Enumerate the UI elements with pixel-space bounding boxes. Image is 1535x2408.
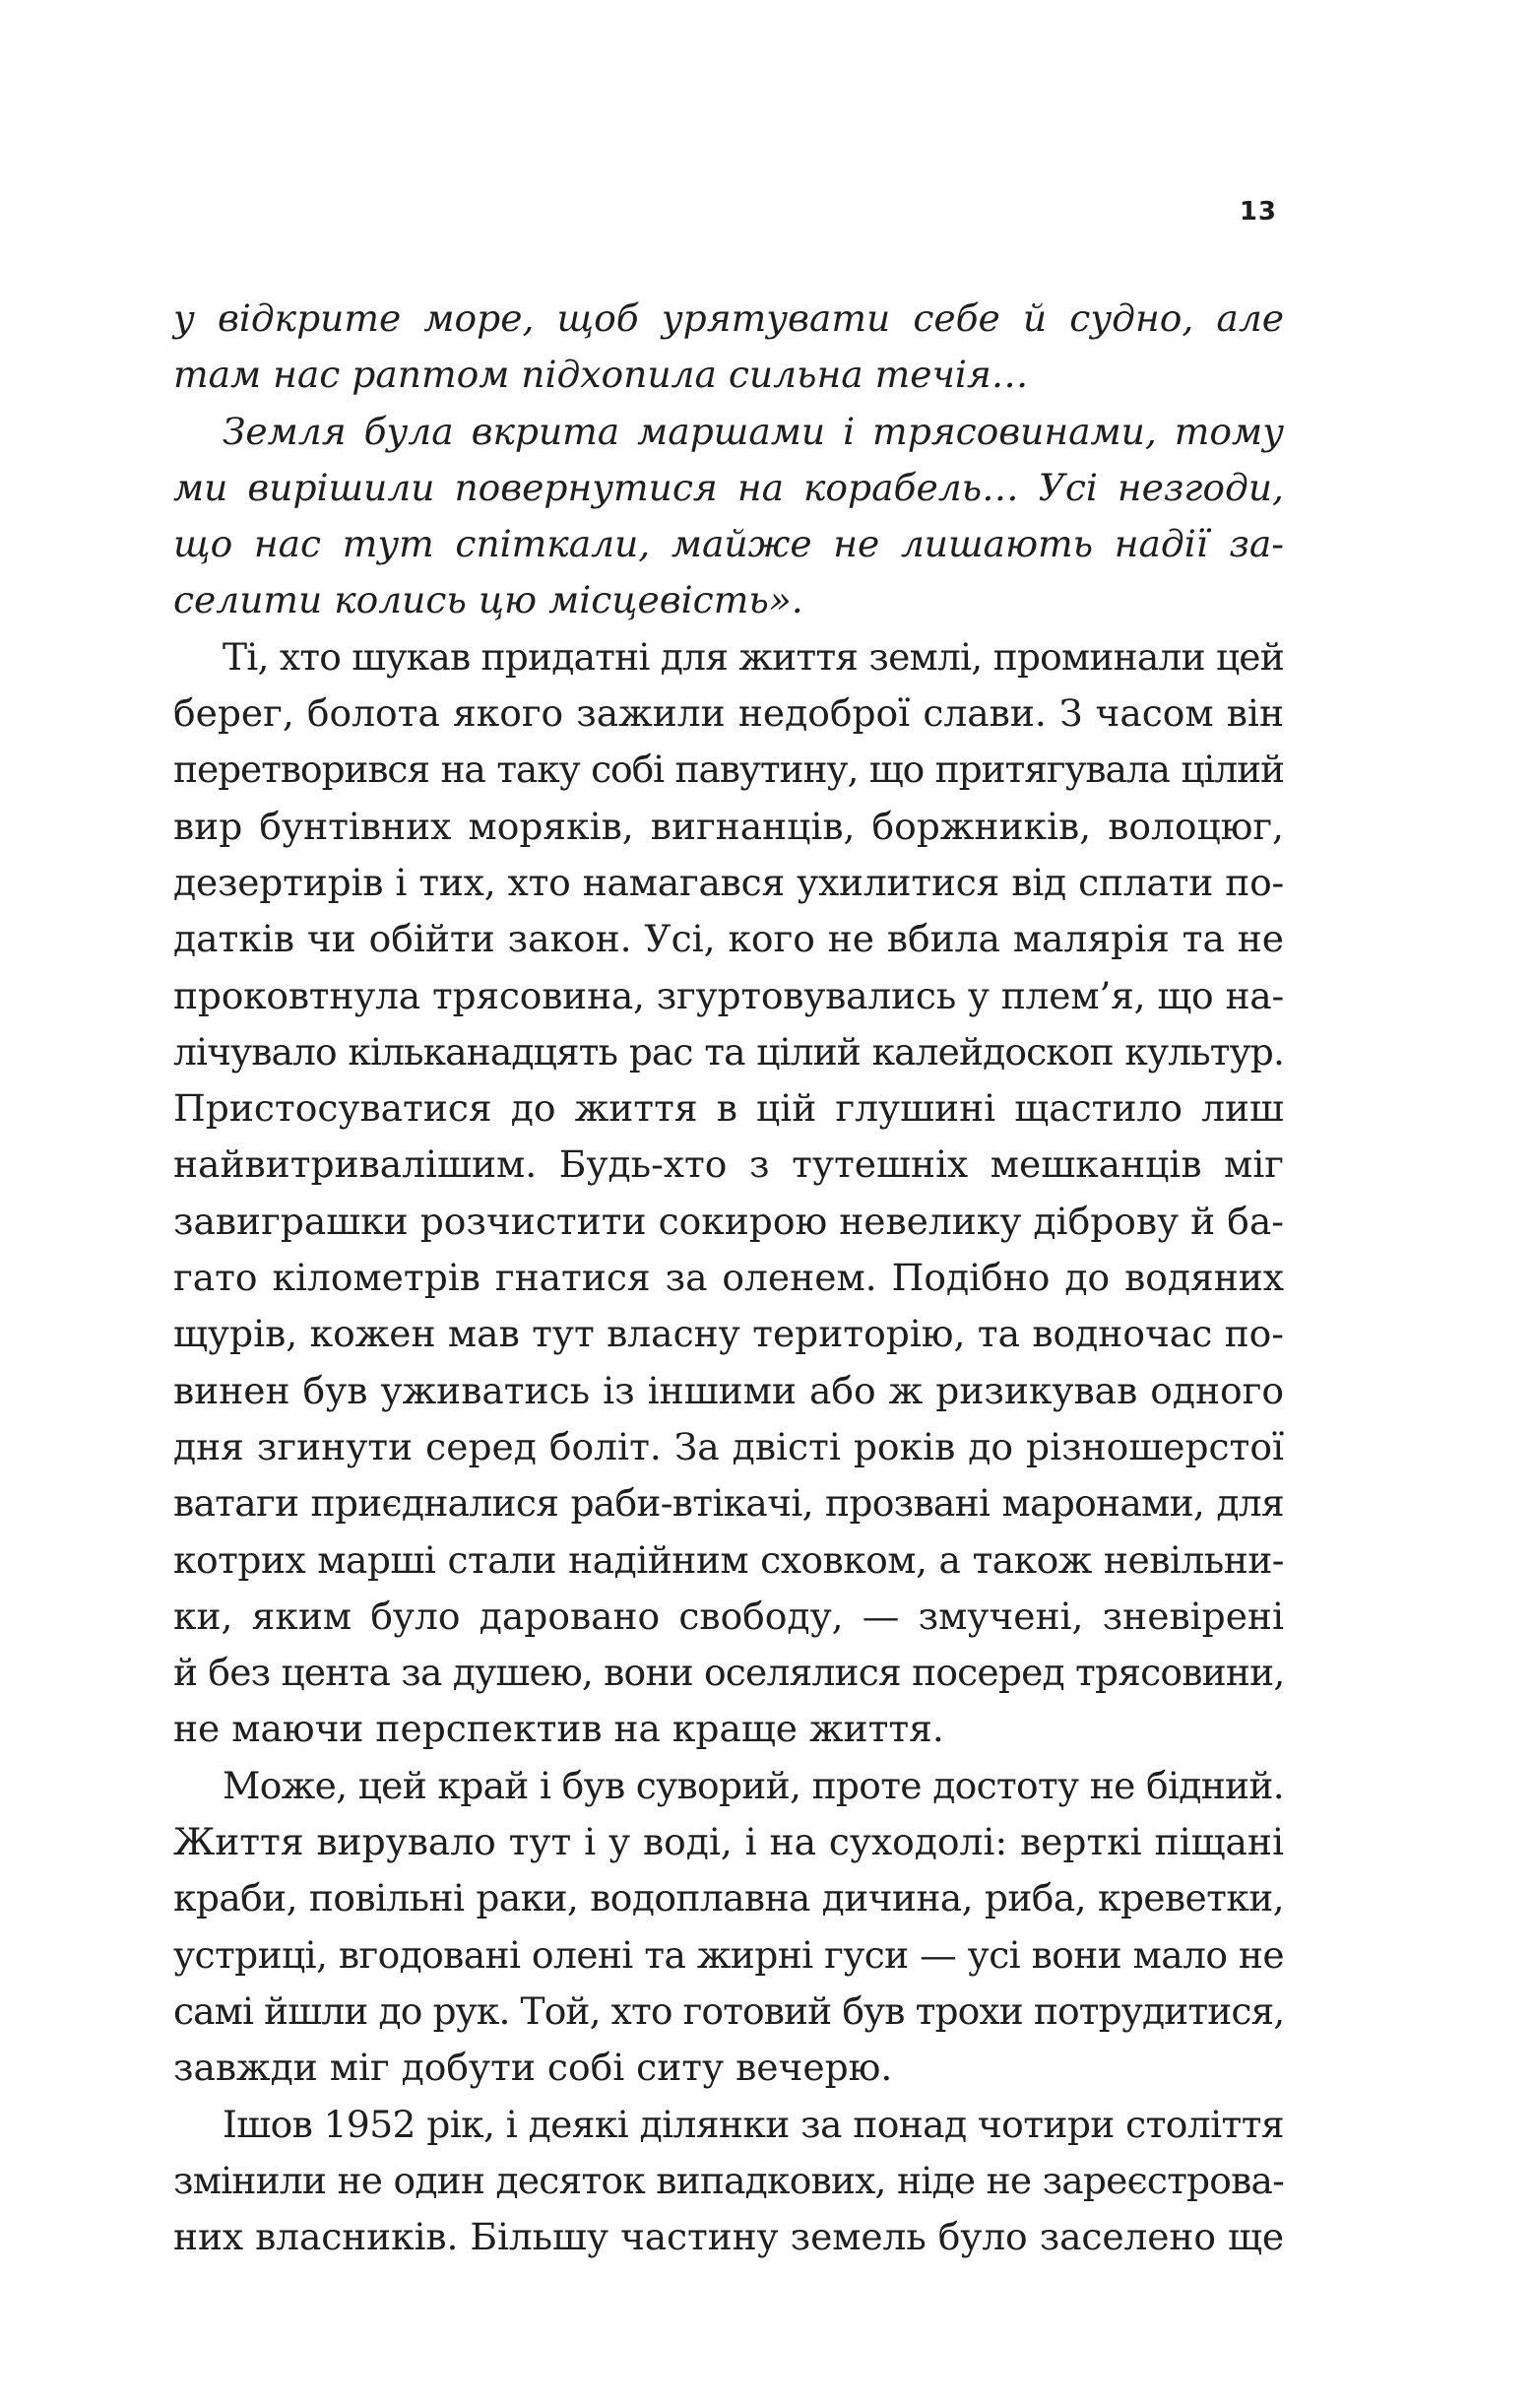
text-line: Ті, хто шукав придатні для життя землі, проминали цей xyxy=(223,634,1284,679)
text-line: Пристосуватися до життя в цій глушині щастило лиш xyxy=(173,1086,1284,1131)
paragraph-settlers xyxy=(173,629,1284,1758)
text-line: перетворився на таку собі павутину, що притягувала цілий xyxy=(173,748,1284,792)
text-line: завжди міг добути собі ситу вечерю. xyxy=(173,2046,893,2090)
text-line: ватаги приєдналися раби-втікачі, прозвані маронами, для xyxy=(173,1481,1284,1526)
text-line: Земля була вкрита маршами і трясовинами, тому xyxy=(223,409,1284,453)
body-text xyxy=(173,291,1284,2265)
text-line: й без цента за душею, вони оселялися посеред трясовини, xyxy=(173,1651,1285,1695)
paragraph-abundance xyxy=(173,1758,1284,2097)
text-line: змінили не один десяток випадкових, ніде не зареєстрова- xyxy=(173,2158,1284,2202)
text-line: вир бунтівних моряків, вигнанців, боржників, волоцюг, xyxy=(173,804,1284,848)
text-line: там нас раптом підхопила сильна течія… xyxy=(173,353,1029,397)
text-line: них власників. Більшу частину земель було заселено ще xyxy=(173,2215,1284,2259)
text-line: лічувало кільканадцять рас та цілий калейдоскоп культур. xyxy=(173,1029,1284,1074)
page-number: 13 xyxy=(1239,197,1277,227)
text-line: ки, яким було даровано свободу, — змучені, зневірені xyxy=(173,1594,1284,1638)
paragraph-year-1952 xyxy=(173,2097,1284,2266)
text-line: самі йшли до рук. Той, хто готовий був трохи потрудитися, xyxy=(173,1988,1285,2033)
text-line: датків чи обійти закон. Усі, кого не вбила малярія та не xyxy=(173,917,1284,961)
text-line: берег, болота якого зажили недоброї слави. З часом він xyxy=(173,691,1284,736)
paragraph-quote-end xyxy=(173,291,1284,404)
text-line: селити колись цю місцевість». xyxy=(173,578,803,622)
text-line: устриці, вгодовані олені та жирні гуси — усі вони мало не xyxy=(173,1932,1284,1977)
text-line: у відкрите море, щоб урятувати себе й судно, але xyxy=(173,296,1284,340)
text-line: що нас тут спіткали, майже не лишають надії за- xyxy=(173,522,1284,566)
text-line: проковтнула трясовина, згуртовувались у плем’я, що на- xyxy=(173,973,1284,1017)
text-line: краби, повільні раки, водоплавна дичина, риба, креветки, xyxy=(173,1876,1284,1920)
text-line: Ішов 1952 рік, і деякі ділянки за понад чотири століття xyxy=(223,2102,1284,2146)
text-line: дня згинути серед боліт. За двісті років до різношерстої xyxy=(173,1424,1284,1468)
text-line: Життя вирувало тут і у воді, і на суходолі: верткі піщані xyxy=(173,1820,1284,1864)
text-line: щурів, кожен мав тут власну територію, та водночас по- xyxy=(173,1312,1284,1356)
paragraph-quote-marsh xyxy=(173,404,1284,629)
text-line: найвитривалішим. Будь-хто з тутешніх мешканців міг xyxy=(173,1142,1284,1187)
text-line: винен був уживатись із іншими або ж ризикував одного xyxy=(173,1368,1284,1412)
text-line: не маючи перспектив на краще життя. xyxy=(173,1707,944,1751)
text-line: завиграшки розчистити сокирою невелику діброву й ба- xyxy=(173,1199,1284,1243)
text-line: котрих марші стали надійним сховком, а також невільни- xyxy=(173,1537,1284,1582)
text-line: дезертирів і тих, хто намагався ухилитися від сплати по- xyxy=(173,860,1284,904)
text-line: Може, цей край і був суворий, проте достоту не бідний. xyxy=(223,1763,1284,1807)
text-line: ми вирішили повернутися на корабель… Усі незгоди, xyxy=(173,465,1284,509)
text-line: гато кілометрів гнатися за оленем. Подібно до водяних xyxy=(173,1256,1284,1300)
